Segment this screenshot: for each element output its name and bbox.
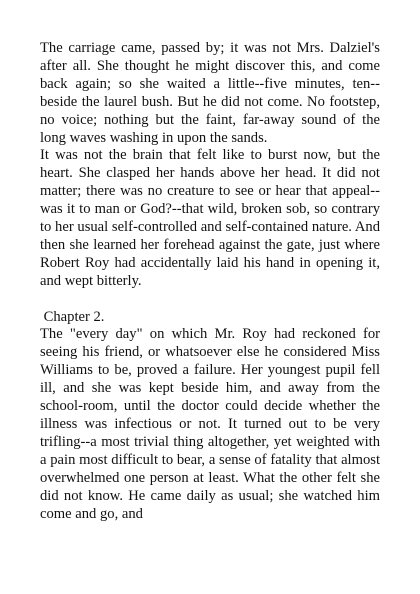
paragraph-heart: It was not the brain that felt like to burst now, but the heart. She clasped her hands above her head. It did not matter; there was no creature to see or hear that appeal--was it to man or God?--that wild, broken sob, so contrary to her usual self-controlled and self-contained nature. And then she learned her forehead against the gate, just where Robert Roy had accidentally laid his hand in opening it, and wept bitterly. xyxy=(40,147,380,289)
paragraph-carriage: The carriage came, passed by; it was not Mrs. Dalziel's after all. She thought he might discover this, and come back again; so she waited a little--five minutes, ten--beside the laurel bush. But he did not come. No footstep, no voice; nothing but the faint, far-away sound of the long waves washing in upon the sands. xyxy=(40,40,380,146)
paragraph-every-day: The "every day" on which Mr. Roy had reckoned for seeing his friend, or whatsoever else he considered Miss Williams to be, proved a failure. Her youngest pupil fell ill, and she was kept beside him, and away from the school-room, until the doctor could decide whether the illness was infectious or not. It turned out to be very trifling--a most trivial thing altogether, yet weighted with a pain most difficult to bear, a sense of fatality that almost overwhelmed one person at least. What the other felt she did not know. He came daily as usual; she watched him come and go, and xyxy=(40,326,380,522)
chapter-heading: Chapter 2. xyxy=(40,308,105,325)
paragraph-spacer xyxy=(40,291,380,309)
document-page xyxy=(40,40,380,523)
